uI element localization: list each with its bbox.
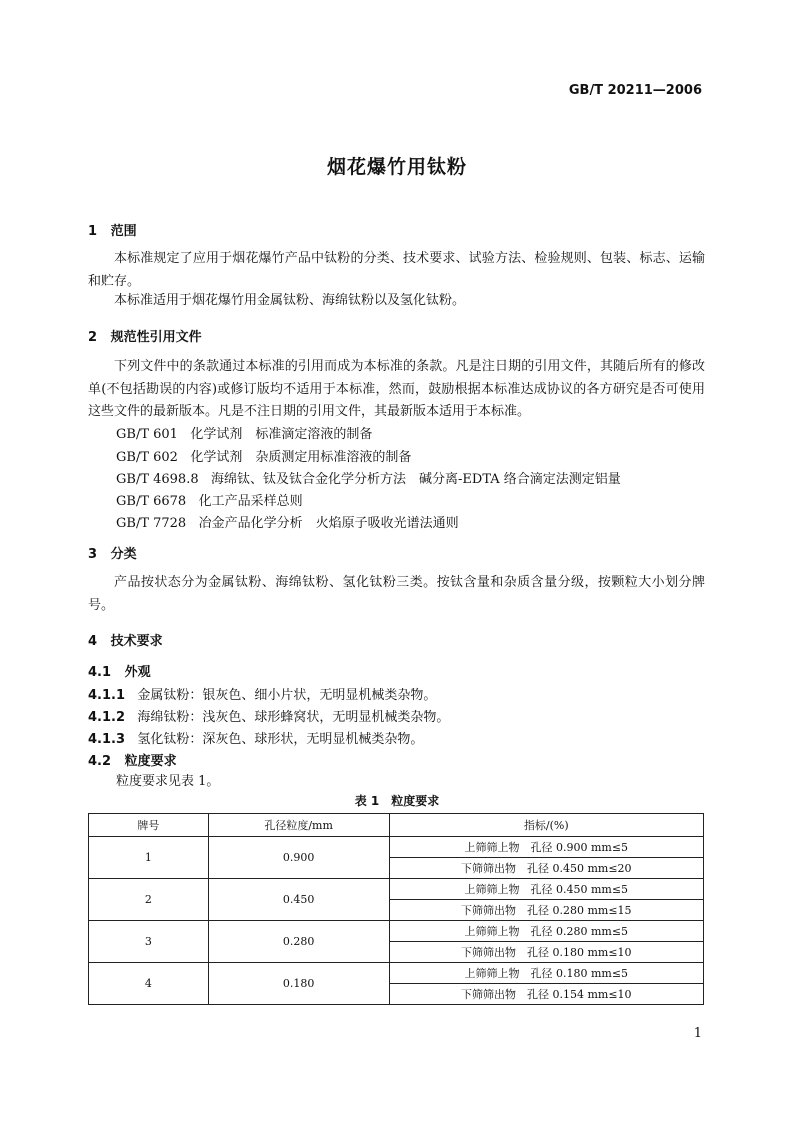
- section-3-heading: [88, 543, 137, 562]
- section-title: 范围: [110, 224, 137, 239]
- section-title: 规范性引用文件: [110, 330, 202, 345]
- reference-title: 海绵钛、钛及钛合金化学分析方法 碱分离-EDTA 络合滴定法测定铝量: [211, 472, 621, 487]
- reference-title: 化学试剂 杂质测定用标准溶液的制备: [190, 450, 412, 465]
- document-title: 烟花爆竹用钛粉: [326, 156, 467, 178]
- reference-item: [116, 446, 411, 465]
- lower-sieve-cell: 下筛筛出物 孔径 0.280 mm≤15: [389, 900, 704, 921]
- subsection-4-1-heading: [88, 661, 151, 680]
- clause-number: 4.1.2: [88, 710, 126, 725]
- reference-item: [116, 512, 459, 531]
- reference-title: 化工产品采样总则: [198, 494, 303, 509]
- lower-sieve-cell: 下筛筛出物 孔径 0.154 mm≤10: [389, 984, 704, 1005]
- column-header: 指标/(%): [389, 814, 704, 837]
- section-2-heading: [88, 326, 202, 345]
- upper-sieve-cell: 上筛筛上物 孔径 0.280 mm≤5: [389, 921, 704, 942]
- reference-code: GB/T 7728: [116, 516, 187, 531]
- clause-text: 海绵钛粉：浅灰色、球形蜂窝状，无明显机械类杂物。: [137, 710, 450, 725]
- size-cell: 0.450: [208, 879, 389, 921]
- section-4-heading: [88, 630, 163, 649]
- section-2-paragraph-1: 下列文件中的条款通过本标准的引用而成为本标准的条款。凡是注日期的引用文件，其随后所有的修改单(不包括勘误的内容)或修订版均不适用于本标准，然而，鼓励根据本标准达成协议的各方研究是否可使用这些文件的最新版本。凡是不注日期的引用文件，其最新版本适用于本标准。: [88, 359, 705, 419]
- table-row: [89, 879, 704, 900]
- upper-sieve-cell: 上筛筛上物 孔径 0.180 mm≤5: [389, 963, 704, 984]
- table-row: [89, 921, 704, 942]
- reference-title: 冶金产品化学分析 火焰原子吸收光谱法通则: [198, 516, 459, 531]
- grade-cell: 3: [89, 921, 209, 963]
- standard-code: GB/T 20211—2006: [568, 83, 702, 98]
- size-cell: 0.180: [208, 963, 389, 1005]
- lower-sieve-cell: 下筛筛出物 孔径 0.450 mm≤20: [389, 858, 704, 879]
- clause-number: 4.1.1: [88, 688, 126, 703]
- grade-cell: 2: [89, 879, 209, 921]
- subsection-4-2-paragraph: 粒度要求见表 1。: [116, 774, 220, 789]
- column-header: 牌号: [89, 814, 209, 837]
- reference-item: [116, 468, 621, 487]
- section-number: 4.1: [88, 665, 112, 680]
- reference-code: GB/T 602: [116, 450, 178, 465]
- section-1-paragraph-2: 本标准适用于烟花爆竹用金属钛粉、海绵钛粉以及氢化钛粉。: [114, 293, 466, 308]
- section-number: 4: [88, 634, 98, 649]
- page-number: 1: [693, 1026, 702, 1041]
- reference-code: GB/T 601: [116, 427, 178, 442]
- granularity-table: [88, 813, 704, 1005]
- reference-item: [116, 490, 303, 509]
- upper-sieve-cell: 上筛筛上物 孔径 0.900 mm≤5: [389, 837, 704, 858]
- section-1-paragraph-1: 本标准规定了应用于烟花爆竹产品中钛粉的分类、技术要求、试验方法、检验规则、包装、标志、运输和贮存。: [88, 251, 705, 289]
- section-number: 2: [88, 330, 98, 345]
- grade-cell: 4: [89, 963, 209, 1005]
- section-number: 1: [88, 224, 98, 239]
- size-cell: 0.900: [208, 837, 389, 879]
- subsection-4-2-heading: [88, 750, 177, 769]
- clause-text: 金属钛粉：银灰色、细小片状，无明显机械类杂物。: [137, 688, 437, 703]
- clause-text: 氢化钛粉：深灰色、球形状，无明显机械类杂物。: [137, 732, 424, 747]
- size-cell: 0.280: [208, 921, 389, 963]
- clause-4-1-3: [88, 728, 423, 747]
- section-title: 分类: [110, 547, 137, 562]
- column-header: 孔径粒度/mm: [208, 814, 389, 837]
- lower-sieve-cell: 下筛筛出物 孔径 0.180 mm≤10: [389, 942, 704, 963]
- section-title: 技术要求: [110, 634, 163, 649]
- clause-4-1-1: [88, 684, 436, 703]
- clause-number: 4.1.3: [88, 732, 126, 747]
- table-caption: 表 1 粒度要求: [354, 794, 440, 808]
- section-1-heading: [88, 220, 137, 239]
- reference-code: GB/T 4698.8: [116, 472, 199, 487]
- upper-sieve-cell: 上筛筛上物 孔径 0.450 mm≤5: [389, 879, 704, 900]
- section-number: 4.2: [88, 754, 112, 769]
- table-row: [89, 963, 704, 984]
- reference-title: 化学试剂 标准滴定溶液的制备: [190, 427, 373, 442]
- table-row: [89, 837, 704, 858]
- section-3-paragraph-1: 产品按状态分为金属钛粉、海绵钛粉、氢化钛粉三类。按钛含量和杂质含量分级，按颗粒大小划分牌号。: [88, 575, 705, 613]
- grade-cell: 1: [89, 837, 209, 879]
- section-title: 粒度要求: [124, 754, 177, 769]
- section-number: 3: [88, 547, 98, 562]
- section-title: 外观: [124, 665, 151, 680]
- table-header-row: [89, 814, 704, 837]
- clause-4-1-2: [88, 706, 449, 725]
- reference-item: [116, 423, 372, 442]
- reference-code: GB/T 6678: [116, 494, 187, 509]
